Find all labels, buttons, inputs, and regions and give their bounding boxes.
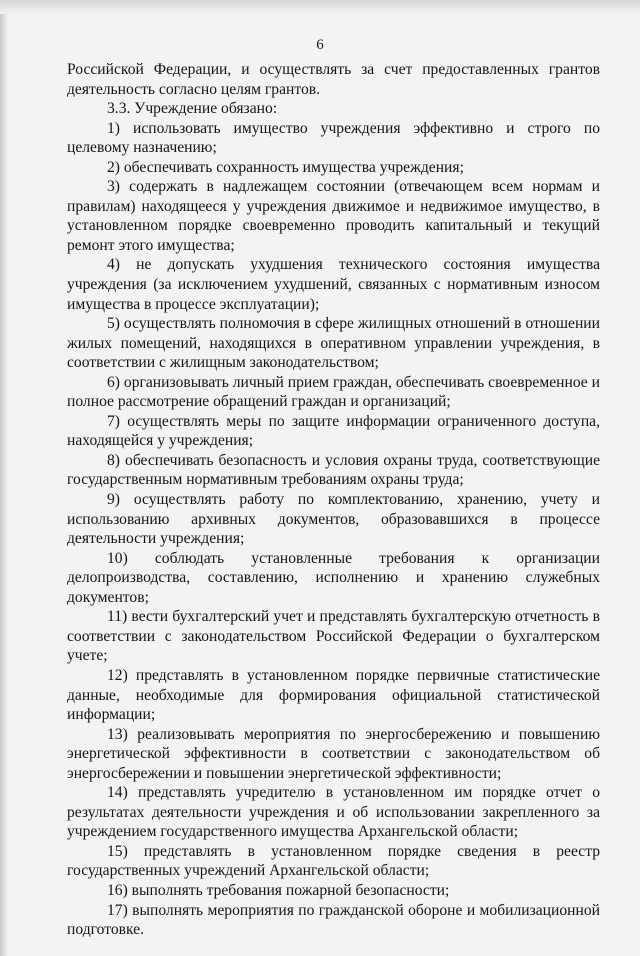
list-item: 2) обеспечивать сохранность имущества учреждения; (107, 158, 464, 176)
document-body (67, 60, 600, 940)
list-item: 1) использовать имущество учреждения эффективно и строго по целевому назначению; (67, 119, 600, 157)
list-item: 11) вести бухгалтерский учет и представлять бухгалтерскую отчетность в соответствии с законодательством Российской Федерации о бухгалтерском учете; (67, 608, 600, 665)
list-item: 17) выполнять мероприятия по гражданской обороне и мобилизационной подготовке. (67, 901, 600, 939)
list-item: 3) содержать в надлежащем состоянии (отвечающем всем нормам и правилам) находящееся у учреждения движимое и недвижимое имущество, в установленном порядке своевременно проводить капитальный и текущий ремонт этого имущества; (67, 178, 600, 254)
list-item: 8) обеспечивать безопасность и условия охраны труда, соответствующие государственным нормативным требованиям охраны труда; (67, 451, 600, 489)
scan-edge-shadow (0, 0, 8, 956)
list-item: 13) реализовывать мероприятия по энергосбережению и повышению энергетической эффективности в соответствии с законодательством об энергосбережении и повышении энергетической эффективности; (67, 725, 600, 782)
list-item: 12) представлять в установленном порядке первичные статистические данные, необходимые для формирования официальной статистической информации; (67, 666, 600, 724)
page-number: 6 (316, 37, 324, 53)
list-item: 6) организовывать личный прием граждан, обеспечивать своевременное и полное рассмотрение обращений граждан и организаций; (67, 373, 600, 411)
list-item: 14) представлять учредителю в установленном им порядке отчет о результатах деятельности учреждения и об использовании закрепленного за учреждением государственного имущества Архангельской области; (67, 784, 600, 841)
list-item: 16) выполнять требования пожарной безопасности; (107, 881, 450, 899)
list-item: 15) представлять в установленном порядке сведения в реестр государственных учреждений Архангельской области; (67, 842, 600, 880)
list-item: 9) осуществлять работу по комплектованию, хранению, учету и использованию архивных документов, образовавшихся в процессе деятельности учреждения; (67, 491, 600, 548)
section-heading: 3.3. Учреждение обязано: (107, 100, 278, 118)
scan-top-shadow (0, 0, 640, 14)
list-item: 4) не допускать ухудшения технического состояния имущества учреждения (за исключением ухудшений, связанных с нормативным износом имущества в процессе эксплуатации); (67, 256, 600, 313)
list-item: 5) осуществлять полномочия в сфере жилищных отношений в отношении жилых помещений, находящихся в оперативном управлении учреждения, в соответствии с жилищным законодательством; (67, 315, 600, 372)
paragraph: Российской Федерации, и осуществлять за счет предоставленных грантов деятельность согласно целям грантов. (67, 61, 600, 98)
list-item: 10) соблюдать установленные требования к организации делопроизводства, составлению, исполнению и хранению служебных документов; (67, 549, 600, 606)
list-item: 7) осуществлять меры по защите информации ограниченного доступа, находящейся у учреждения; (67, 412, 600, 450)
